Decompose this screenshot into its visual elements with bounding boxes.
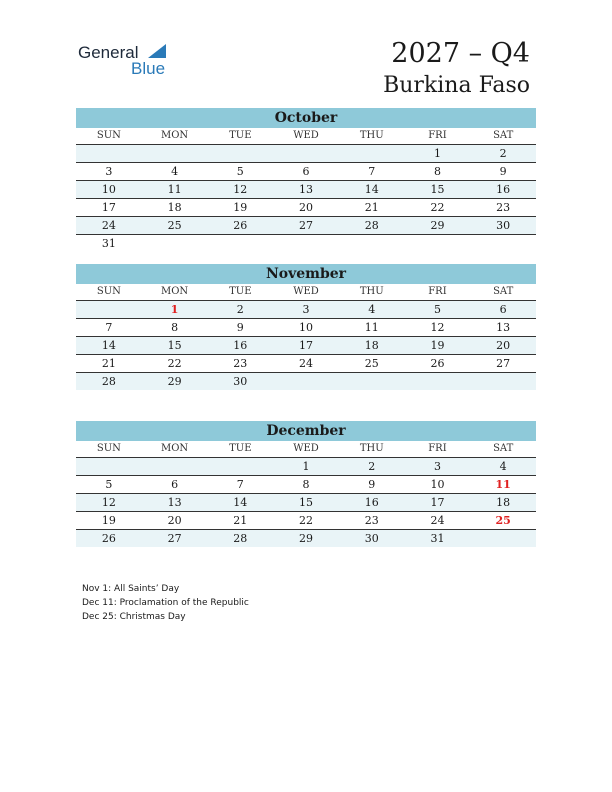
week-row bbox=[76, 373, 536, 390]
day-cell: 6 bbox=[171, 478, 179, 491]
day-cell: 23 bbox=[233, 357, 248, 370]
weekday-label: TUE bbox=[229, 286, 252, 297]
day-cell: 5 bbox=[105, 478, 113, 491]
day-cell: 4 bbox=[499, 460, 507, 473]
logo-text-blue: Blue bbox=[131, 59, 166, 78]
day-cell: 28 bbox=[233, 532, 248, 545]
day-cell: 6 bbox=[499, 303, 507, 316]
day-cell: 28 bbox=[101, 375, 116, 388]
week-row bbox=[76, 217, 536, 235]
day-cell: 13 bbox=[167, 496, 182, 509]
day-cell bbox=[470, 373, 536, 390]
day-cell: 19 bbox=[233, 201, 248, 214]
weekday-label: THU bbox=[359, 443, 384, 454]
day-cell: 18 bbox=[496, 496, 511, 509]
holiday-day-cell: 11 bbox=[495, 478, 511, 491]
month-header: December bbox=[76, 421, 536, 441]
weekday-label: FRI bbox=[428, 286, 447, 297]
day-cell: 26 bbox=[233, 219, 248, 232]
day-cell: 12 bbox=[430, 321, 445, 334]
weekday-label: WED bbox=[293, 130, 319, 141]
day-cell: 15 bbox=[430, 183, 445, 196]
month-october bbox=[76, 108, 536, 252]
month-header: October bbox=[76, 108, 536, 128]
day-cell: 12 bbox=[101, 496, 116, 509]
month-header: November bbox=[76, 264, 536, 284]
day-cell: 24 bbox=[101, 219, 116, 232]
day-cell: 11 bbox=[167, 183, 182, 196]
day-cell: 17 bbox=[299, 339, 314, 352]
day-cell: 30 bbox=[496, 219, 511, 232]
day-cell bbox=[207, 235, 273, 252]
holiday-day-cell: 1 bbox=[170, 303, 179, 316]
day-cell: 24 bbox=[299, 357, 314, 370]
weekday-label: FRI bbox=[428, 443, 447, 454]
day-cell: 3 bbox=[433, 460, 441, 473]
week-row bbox=[76, 337, 536, 355]
day-cell bbox=[339, 145, 405, 162]
day-cell: 29 bbox=[299, 532, 314, 545]
day-cell: 22 bbox=[430, 201, 445, 214]
day-cell bbox=[273, 373, 339, 390]
day-cell: 10 bbox=[101, 183, 116, 196]
weekday-header-row bbox=[76, 284, 536, 301]
day-cell: 22 bbox=[299, 514, 314, 527]
day-cell: 25 bbox=[364, 357, 379, 370]
day-cell: 22 bbox=[167, 357, 182, 370]
day-cell: 30 bbox=[233, 375, 248, 388]
logo-text-general: General bbox=[78, 43, 139, 62]
week-row bbox=[76, 355, 536, 373]
day-cell: 27 bbox=[299, 219, 314, 232]
day-cell: 19 bbox=[101, 514, 116, 527]
weekday-label: MON bbox=[160, 130, 189, 141]
week-row bbox=[76, 181, 536, 199]
weekday-header-row bbox=[76, 128, 536, 145]
day-cell: 17 bbox=[430, 496, 445, 509]
day-cell: 20 bbox=[299, 201, 314, 214]
weekday-label: TUE bbox=[229, 443, 252, 454]
day-cell: 7 bbox=[105, 321, 113, 334]
week-row bbox=[76, 163, 536, 181]
day-cell: 21 bbox=[233, 514, 248, 527]
page-title: 2027 – Q4 bbox=[391, 38, 530, 69]
day-cell: 29 bbox=[167, 375, 182, 388]
day-cell: 16 bbox=[364, 496, 379, 509]
day-cell: 3 bbox=[105, 165, 113, 178]
day-cell: 2 bbox=[368, 460, 376, 473]
day-cell bbox=[339, 373, 405, 390]
weekday-label: SUN bbox=[96, 130, 121, 141]
day-cell: 5 bbox=[433, 303, 441, 316]
day-cell bbox=[207, 458, 273, 475]
weekday-label: SUN bbox=[96, 286, 121, 297]
day-cell: 6 bbox=[302, 165, 310, 178]
brand-logo bbox=[78, 40, 178, 80]
holiday-note: Nov 1: All Saints’ Day bbox=[82, 584, 180, 594]
day-cell bbox=[273, 145, 339, 162]
day-cell: 4 bbox=[171, 165, 179, 178]
day-cell bbox=[142, 458, 208, 475]
day-cell: 27 bbox=[496, 357, 511, 370]
day-cell: 29 bbox=[430, 219, 445, 232]
day-cell: 16 bbox=[233, 339, 248, 352]
day-cell: 21 bbox=[101, 357, 116, 370]
day-cell bbox=[142, 145, 208, 162]
day-cell: 31 bbox=[430, 532, 445, 545]
week-row bbox=[76, 301, 536, 319]
day-cell: 20 bbox=[167, 514, 182, 527]
weekday-label: SAT bbox=[493, 130, 514, 141]
weekday-label: THU bbox=[359, 130, 384, 141]
day-cell: 8 bbox=[302, 478, 310, 491]
day-cell: 3 bbox=[302, 303, 310, 316]
day-cell: 4 bbox=[368, 303, 376, 316]
day-cell bbox=[273, 235, 339, 252]
day-cell: 20 bbox=[496, 339, 511, 352]
day-cell: 21 bbox=[364, 201, 379, 214]
day-cell: 9 bbox=[499, 165, 507, 178]
day-cell: 7 bbox=[236, 478, 244, 491]
day-cell: 10 bbox=[430, 478, 445, 491]
week-row bbox=[76, 145, 536, 163]
day-cell bbox=[470, 530, 536, 547]
day-cell: 2 bbox=[499, 147, 507, 160]
day-cell: 31 bbox=[101, 237, 116, 250]
day-cell bbox=[76, 145, 142, 162]
week-row bbox=[76, 235, 536, 252]
day-cell: 1 bbox=[302, 460, 310, 473]
day-cell: 27 bbox=[167, 532, 182, 545]
day-cell bbox=[207, 145, 273, 162]
day-cell: 7 bbox=[368, 165, 376, 178]
day-cell: 17 bbox=[101, 201, 116, 214]
week-row bbox=[76, 530, 536, 547]
day-cell: 13 bbox=[299, 183, 314, 196]
day-cell: 14 bbox=[364, 183, 379, 196]
day-cell bbox=[405, 373, 471, 390]
holiday-note: Dec 25: Christmas Day bbox=[82, 612, 186, 622]
week-row bbox=[76, 494, 536, 512]
logo-flag-icon bbox=[148, 44, 166, 58]
day-cell: 15 bbox=[299, 496, 314, 509]
day-cell bbox=[142, 235, 208, 252]
day-cell: 23 bbox=[364, 514, 379, 527]
holiday-notes bbox=[82, 582, 249, 624]
day-cell: 18 bbox=[364, 339, 379, 352]
day-cell: 18 bbox=[167, 201, 182, 214]
day-cell: 5 bbox=[236, 165, 244, 178]
day-cell: 13 bbox=[496, 321, 511, 334]
weekday-label: THU bbox=[359, 286, 384, 297]
day-cell: 9 bbox=[236, 321, 244, 334]
day-cell: 14 bbox=[233, 496, 248, 509]
day-cell: 28 bbox=[364, 219, 379, 232]
day-cell: 30 bbox=[364, 532, 379, 545]
weekday-label: SUN bbox=[96, 443, 121, 454]
day-cell: 8 bbox=[433, 165, 441, 178]
month-december bbox=[76, 421, 536, 547]
weekday-label: SAT bbox=[493, 286, 514, 297]
day-cell: 19 bbox=[430, 339, 445, 352]
day-cell: 11 bbox=[364, 321, 379, 334]
week-row bbox=[76, 199, 536, 217]
week-row bbox=[76, 476, 536, 494]
weekday-label: SAT bbox=[493, 443, 514, 454]
week-row bbox=[76, 458, 536, 476]
weekday-label: MON bbox=[160, 443, 189, 454]
day-cell bbox=[470, 235, 536, 252]
day-cell bbox=[76, 458, 142, 475]
day-cell: 10 bbox=[299, 321, 314, 334]
day-cell: 23 bbox=[496, 201, 511, 214]
day-cell: 14 bbox=[101, 339, 116, 352]
day-cell: 9 bbox=[368, 478, 376, 491]
day-cell: 1 bbox=[433, 147, 441, 160]
day-cell bbox=[76, 301, 142, 318]
weekday-label: WED bbox=[293, 286, 319, 297]
day-cell: 8 bbox=[171, 321, 179, 334]
day-cell: 2 bbox=[236, 303, 244, 316]
holiday-note: Dec 11: Proclamation of the Republic bbox=[82, 598, 249, 608]
day-cell bbox=[405, 235, 471, 252]
day-cell: 25 bbox=[167, 219, 182, 232]
country-subtitle: Burkina Faso bbox=[383, 73, 530, 98]
day-cell bbox=[339, 235, 405, 252]
weekday-label: TUE bbox=[229, 130, 252, 141]
day-cell: 16 bbox=[496, 183, 511, 196]
day-cell: 24 bbox=[430, 514, 445, 527]
month-november bbox=[76, 264, 536, 390]
week-row bbox=[76, 319, 536, 337]
week-row bbox=[76, 512, 536, 530]
weekday-label: MON bbox=[160, 286, 189, 297]
weekday-label: FRI bbox=[428, 130, 447, 141]
holiday-day-cell: 25 bbox=[495, 514, 511, 527]
day-cell: 26 bbox=[430, 357, 445, 370]
day-cell: 15 bbox=[167, 339, 182, 352]
day-cell: 26 bbox=[101, 532, 116, 545]
weekday-label: WED bbox=[293, 443, 319, 454]
weekday-header-row bbox=[76, 441, 536, 458]
day-cell: 12 bbox=[233, 183, 248, 196]
